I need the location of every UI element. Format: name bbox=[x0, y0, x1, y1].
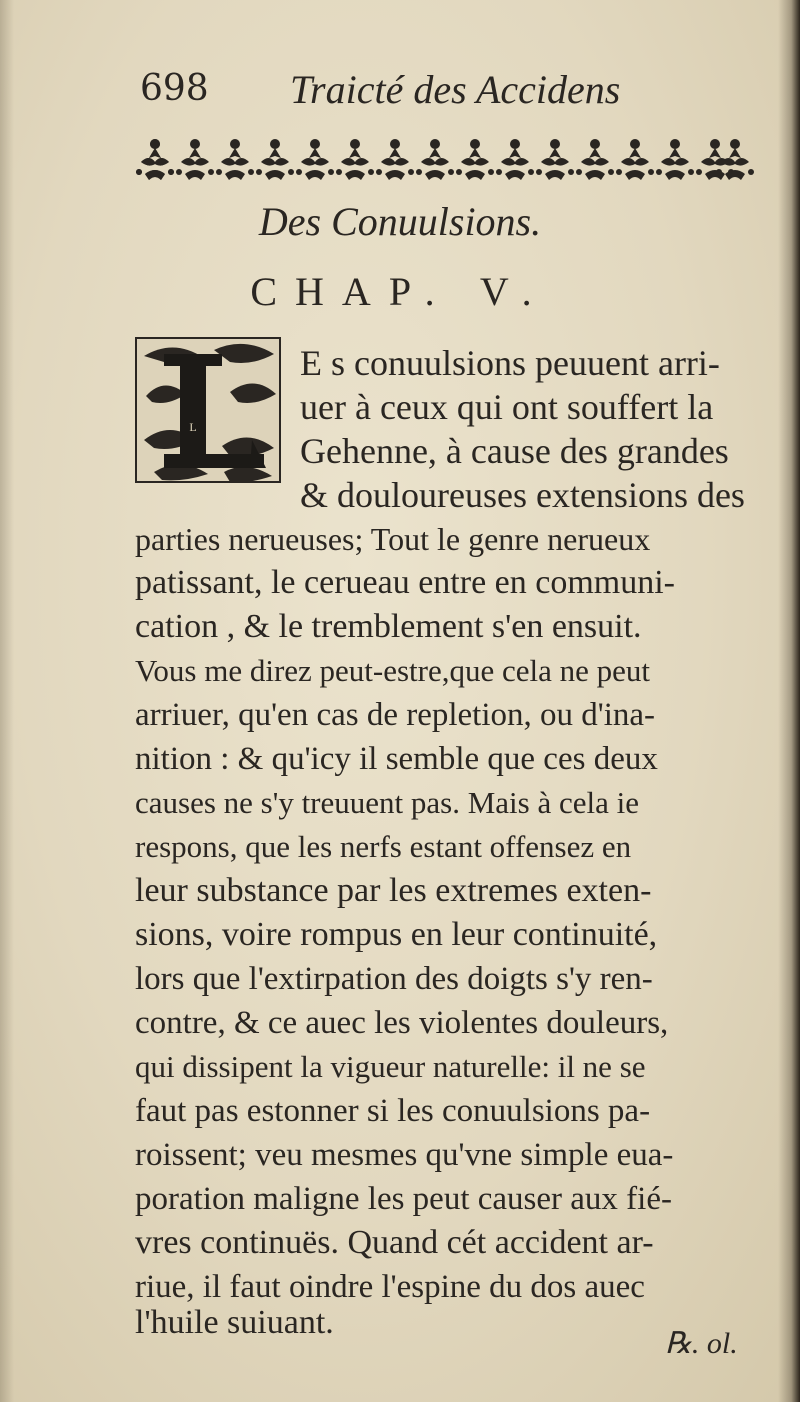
text-line: contre, & ce auec les violentes douleurs, bbox=[135, 1005, 669, 1041]
text-line: arriuer, qu'en cas de repletion, ou d'ina- bbox=[135, 697, 656, 733]
text-line: Gehenne, à cause des grandes bbox=[300, 431, 729, 471]
text-line: faut pas estonner si les conuulsions pa- bbox=[135, 1093, 651, 1129]
section-title: Des Conuulsions. bbox=[258, 199, 542, 244]
text-line: cation , & le tremblement s'en ensuit. bbox=[135, 608, 642, 645]
text-line: patissant, le cerueau entre en communi- bbox=[135, 564, 675, 601]
page-header bbox=[140, 62, 760, 112]
text-line: causes ne s'y treuuent pas. Mais à cela ie bbox=[135, 785, 639, 820]
text-line: parties nerueuses; Tout le genre nerueux bbox=[135, 521, 651, 557]
text-line: E s conuulsions peuuent arri- bbox=[300, 343, 720, 383]
page-number: 698 bbox=[140, 68, 209, 109]
text-line: nition : & qu'icy il semble que ces deux bbox=[135, 741, 658, 777]
text-line: vres continuës. Quand cét accident ar- bbox=[135, 1224, 654, 1261]
text-line: riue, il faut oindre l'espine du dos auec bbox=[135, 1269, 645, 1305]
running-title: Traicté des Accidens bbox=[290, 67, 621, 112]
text-line: & douloureuses extensions des bbox=[300, 475, 745, 515]
fleuron-ornament-band bbox=[135, 128, 755, 186]
text-line: l'huile suiuant. bbox=[135, 1304, 334, 1341]
text-line: Vous me direz peut-estre,que cela ne peut bbox=[135, 653, 651, 688]
text-line: respons, que les nerfs estant offensez en bbox=[135, 829, 632, 864]
text-line: leur substance par les extremes exten- bbox=[135, 872, 652, 909]
chapter-heading: CHAP. V. bbox=[250, 269, 550, 314]
catchword: ℞. ol. bbox=[665, 1327, 738, 1360]
text-line: uer à ceux qui ont souffert la bbox=[300, 387, 714, 427]
text-line: poration maligne les peut causer aux fié- bbox=[135, 1181, 672, 1217]
text-line: sions, voire rompus en leur continuité, bbox=[135, 916, 658, 953]
drop-cap-letter: L bbox=[189, 420, 197, 434]
text-line: lors que l'extirpation des doigts s'y ren- bbox=[135, 961, 653, 997]
decorated-drop-cap-initial bbox=[134, 336, 282, 484]
text-line: qui dissipent la vigueur naturelle: il ne se bbox=[135, 1049, 646, 1084]
text-line: roissent; veu mesmes qu'vne simple eua- bbox=[135, 1137, 674, 1173]
